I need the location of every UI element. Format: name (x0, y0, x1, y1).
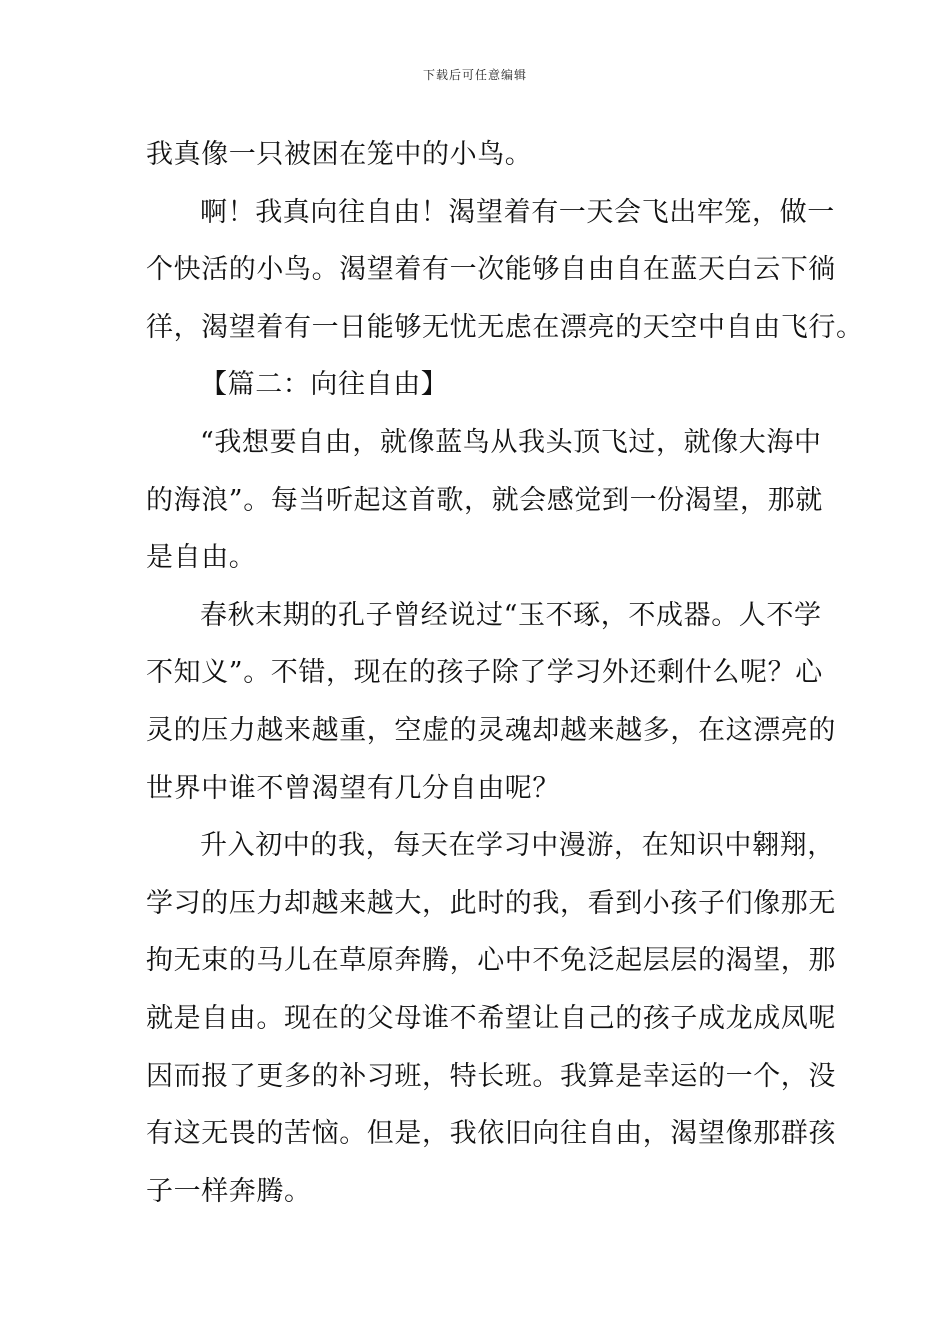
page-header: 下载后可任意编辑 (422, 68, 527, 82)
text-line: 啊！我真向往自由！渴望着有一天会飞出牢笼，做一 (200, 196, 835, 228)
section-heading: 【篇二：向往自由】 (200, 369, 449, 401)
text-line: “我想要自由，就像蓝鸟从我头顶飞过，就像大海中 (200, 426, 822, 458)
text-line: 就是自由。现在的父母谁不希望让自己的孩子成龙成凤呢 (146, 1002, 836, 1034)
text-line: 我真像一只被困在笼中的小鸟。 (146, 139, 533, 170)
text-line: 灵的压力越来越重，空虚的灵魂却越来越多，在这漂亮的 (146, 714, 836, 746)
text-line: 春秋末期的孔子曾经说过“玉不琢，不成器。人不学 (200, 599, 822, 631)
text-line: 升入初中的我，每天在学习中漫游，在知识中翱翔， (200, 830, 835, 862)
text-line: 因而报了更多的补习班，特长班。我算是幸运的一个，没 (146, 1060, 836, 1092)
text-line: 是自由。 (146, 542, 257, 574)
document-body (146, 126, 864, 1220)
text-line: 有这无畏的苦恼。但是，我依旧向往自由，渴望像那群孩 (146, 1118, 836, 1150)
text-line: 不知义”。不错，现在的孩子除了学习外还剩什么呢？心 (146, 657, 823, 689)
text-line: 个快活的小鸟。渴望着有一次能够自由自在蓝天白云下徜 (146, 254, 836, 286)
text-line: 子一样奔腾。 (146, 1175, 312, 1207)
text-line: 的海浪”。每当听起这首歌，就会感觉到一份渴望，那就 (146, 484, 823, 516)
text-line: 世界中谁不曾渴望有几分自由呢？ (146, 772, 560, 804)
text-line: 拘无束的马儿在草原奔腾，心中不免泛起层层的渴望，那 (146, 945, 836, 977)
text-line: 学习的压力却越来越大，此时的我，看到小孩子们像那无 (146, 887, 836, 919)
text-line: 徉，渴望着有一日能够无忧无虑在漂亮的天空中自由飞行。 (146, 311, 864, 343)
